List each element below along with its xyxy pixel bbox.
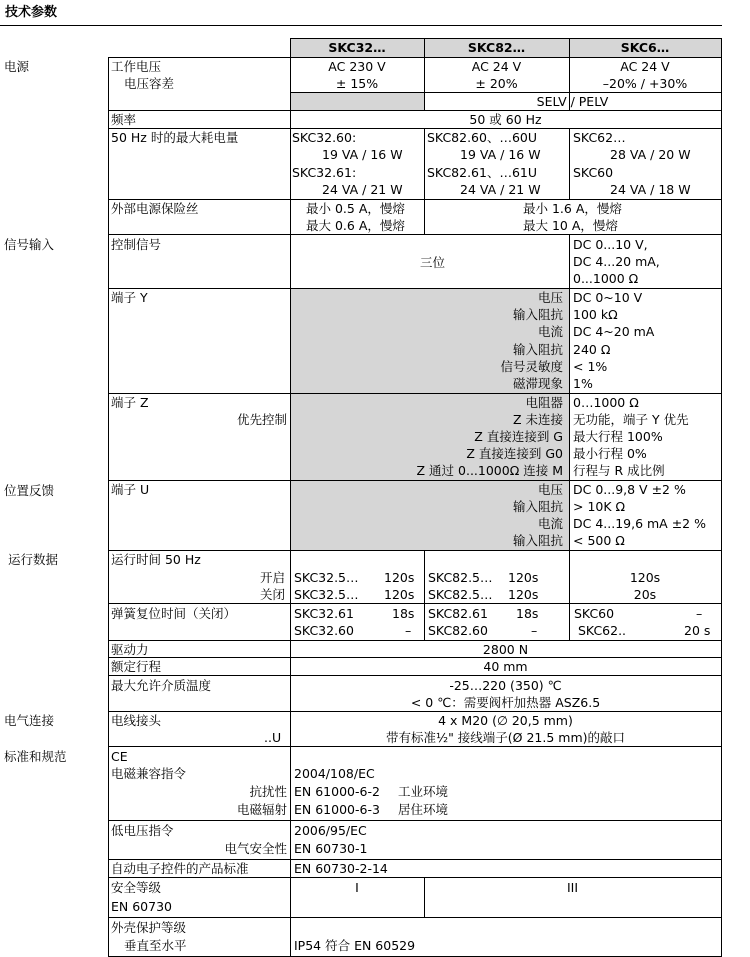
terminal-u-value: > 10K Ω [573,499,626,514]
cable-u-label: ..U [264,730,282,745]
control-signal-current: DC 4...20 mA, [573,254,660,269]
terminal-y-value: 1% [573,376,593,391]
row-label-cable: 电线接头 [111,713,162,728]
terminal-z-value: 最小行程 0% [573,446,647,461]
terminal-y-label: 磁滞现象 [512,376,563,391]
row-label-auto-control: 自动电子控件的产品标准 [111,861,249,876]
run-time-skc82-close-value: 120s [508,587,539,602]
terminal-u-label: 电流 [537,516,563,531]
tolerance-skc32: ± 15% [335,76,379,91]
terminal-y-value: 240 Ω [573,342,611,357]
power-skc6-value-b: 24 VA / 18 W [610,182,691,197]
row-label-fuse: 外部电源保险丝 [111,201,199,216]
row-label-priority-control: 优先控制 [236,412,287,427]
power-skc82-model-a: SKC82.60、…60U [427,130,538,145]
voltage-skc32: AC 230 V [328,59,386,74]
run-time-skc32-open-value: 120s [384,570,415,585]
row-label-terminal-u: 端子 U [111,482,150,497]
terminal-u-label: 电压 [537,482,563,497]
section-standards: 标准和规范 [4,749,67,764]
terminal-z-value: 最大行程 100% [573,429,663,444]
terminal-y-value: DC 4~20 mA [573,324,655,339]
tolerance-skc82: ± 20% [475,76,518,91]
power-skc6-model-b: SKC60 [573,165,614,180]
row-label-force: 驱动力 [111,642,149,657]
power-skc32-value-b: 24 VA / 21 W [322,182,403,197]
power-skc32-model-a: SKC32.60: [292,130,357,145]
emission-label: 电磁辐射 [236,802,287,817]
run-time-skc32-open-model: SKC32.5… [294,570,359,585]
terminal-u-label: 输入阻抗 [512,533,563,548]
medium-temp-note: < 0 ℃：需要阀杆加热器 ASZ6.5 [410,695,601,710]
emission-standard: EN 61000-6-3 [294,802,380,817]
terminal-z-value: 0…1000 Ω [573,395,639,410]
power-skc6-value-a: 28 VA / 20 W [610,147,691,162]
auto-control-standard: EN 60730-2-14 [294,861,388,876]
row-label-protection: 外壳保护等级 [111,920,187,935]
terminal-z-label: Z 直接连接到 G [474,429,563,444]
row-label-terminal-y: 端子 Y [111,290,148,305]
tolerance-skc6: –20% / +30% [602,76,688,91]
terminal-y-label: 输入阻抗 [512,307,563,322]
run-time-skc32-close-model: SKC32.5… [294,587,359,602]
voltage-skc6: AC 24 V [620,59,670,74]
run-time-skc82-open-value: 120s [508,570,539,585]
power-skc82-model-b: SKC82.61、…61U [427,165,538,180]
selv-pelv: SELV / PELV [536,94,609,109]
row-label-safety-class: 安全等级 [111,880,162,895]
terminal-z-label: 电阻器 [525,395,563,410]
frequency-value: 50 或 60 Hz [469,112,542,127]
spring-skc6-value-b: 20 s [684,623,711,638]
ce-label: CE [111,749,128,764]
section-electrical-connection: 电气连接 [4,713,55,728]
electrical-safety-label: 电气安全性 [224,841,287,856]
run-time-skc82-close-model: SKC82.5… [428,587,493,602]
row-label-medium-temp: 最大允许介质温度 [111,678,212,693]
run-time-skc6-open: 120s [629,570,661,585]
row-label-frequency: 频率 [111,112,137,127]
terminal-u-value: < 500 Ω [573,533,625,548]
power-skc82-value-b: 24 VA / 21 W [460,182,541,197]
terminal-y-value: < 1% [573,359,608,374]
cable-knockout: 带有标准½" 接线端子(Ø 21.5 mm)的敲口 [385,730,626,745]
immunity-environment: 工业环境 [398,784,449,799]
spring-skc82-value-a: 18s [516,606,539,621]
control-signal-voltage: DC 0...10 V, [573,237,648,252]
row-label-voltage: 工作电压 [111,59,162,74]
spring-skc82-model-b: SKC82.60 [428,623,488,638]
power-skc6-model-a: SKC62… [573,130,626,145]
terminal-z-value: 无功能，端子 Y 优先 [573,412,689,427]
spring-skc6-model-b: SKC62.. [578,623,627,638]
section-operating-data: 运行数据 [8,552,59,567]
row-label-terminal-z: 端子 Z [111,395,149,410]
medium-temp-range: -25…220 (350) ℃ [449,678,562,693]
power-skc32-value-a: 19 VA / 16 W [322,147,403,162]
spring-skc32-model-a: SKC32.61 [294,606,354,621]
terminal-u-value: DC 4...19,6 mA ±2 % [573,516,706,531]
lvd-value: 2006/95/EC [294,823,367,838]
section-signal-input: 信号输入 [4,237,55,252]
terminal-y-label: 输入阻抗 [512,342,563,357]
terminal-y-label: 电流 [537,324,563,339]
row-label-tolerance: 电压容差 [124,76,175,91]
fuse-skc32-min: 最小 0.5 A，慢熔 [306,201,405,216]
terminal-u-label: 输入阻抗 [512,499,563,514]
protection-orientation: 垂直至水平 [124,938,187,953]
header-skc6: SKC6… [620,40,670,55]
row-label-run-time: 运行时间 50 Hz [111,552,201,567]
run-time-skc6-close: 20s [633,587,657,602]
terminal-y-value: 100 kΩ [573,307,618,322]
terminal-z-label: Z 通过 0...1000Ω 连接 M [416,463,563,478]
run-time-skc32-close-value: 120s [384,587,415,602]
protection-value: IP54 符合 EN 60529 [294,938,416,953]
run-time-skc82-open-model: SKC82.5… [428,570,493,585]
header-skc32: SKC32… [328,40,386,55]
terminal-z-value: 行程与 R 成比例 [573,463,665,478]
section-position-feedback: 位置反馈 [4,483,55,498]
fuse-skc82-skc6-min: 最小 1.6 A，慢熔 [523,201,622,216]
control-three-position: 三位 [420,255,446,270]
spring-skc32-value-a: 18s [392,606,415,621]
run-time-open-label: 开启 [259,570,285,585]
safety-class-standard: EN 60730 [111,899,172,914]
header-skc82: SKC82… [467,40,526,55]
force-value: 2800 N [482,642,529,657]
safety-class-skc82-skc6: III [566,880,579,895]
terminal-u-value: DC 0...9,8 V ±2 % [573,482,686,497]
terminal-y-value: DC 0~10 V [573,290,643,305]
stroke-value: 40 mm [483,659,528,674]
spring-skc82-model-a: SKC82.61 [428,606,488,621]
row-label-stroke: 额定行程 [111,659,162,674]
terminal-z-label: Z 未连接 [512,412,563,427]
immunity-standard: EN 61000-6-2 [294,784,380,799]
fuse-skc82-skc6-max: 最大 10 A，慢熔 [523,218,618,233]
row-label-lvd: 低电压指令 [111,823,174,838]
safety-class-skc32: I [355,880,359,895]
immunity-label: 抗扰性 [249,784,287,799]
power-skc32-model-b: SKC32.61: [292,165,357,180]
terminal-y-label: 信号灵敏度 [500,359,563,374]
spring-skc32-value-b: – [405,623,412,638]
spring-skc6-model-a: SKC60 [574,606,615,621]
spring-skc6-value-a: – [696,606,703,621]
terminal-z-label: Z 直接连接到 G0 [466,446,563,461]
selv-grey-fill [290,93,424,110]
emission-environment: 居住环境 [398,802,449,817]
emc-value: 2004/108/EC [294,766,375,781]
terminal-y-label: 电压 [537,290,563,305]
page-title: 技术参数 [5,5,58,20]
spring-skc32-model-b: SKC32.60 [294,623,354,638]
control-signal-resistance: 0...1000 Ω [573,271,639,286]
spring-skc82-value-b: – [531,623,538,638]
section-power: 电源 [4,59,30,74]
fuse-skc32-max: 最大 0.6 A，慢熔 [306,218,405,233]
row-label-spring-return: 弹簧复位时间（关闭） [111,606,237,621]
row-label-power-consumption: 50 Hz 时的最大耗电量 [111,130,239,145]
electrical-safety-standard: EN 60730-1 [294,841,368,856]
row-label-emc: 电磁兼容指令 [111,766,187,781]
row-label-control-signal: 控制信号 [111,237,162,252]
title-divider [0,25,722,26]
voltage-skc82: AC 24 V [471,59,522,74]
cable-glands: 4 x M20 (∅ 20,5 mm) [438,713,573,728]
run-time-close-label: 关闭 [259,587,285,602]
power-skc82-value-a: 19 VA / 16 W [460,147,541,162]
